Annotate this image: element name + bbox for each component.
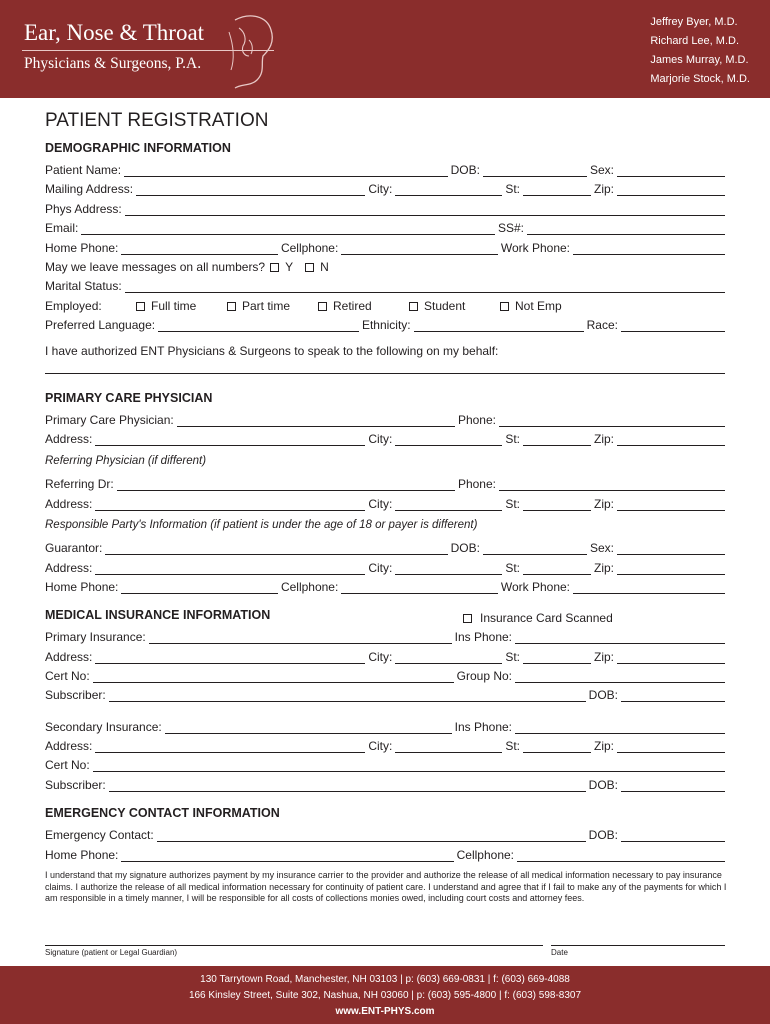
insurance-heading: MEDICAL INSURANCE INFORMATION	[45, 608, 271, 622]
email-label: Email:	[45, 221, 79, 235]
work-phone-label: Work Phone:	[500, 241, 571, 255]
cellphone-label: Cellphone:	[280, 580, 339, 594]
dob-label: DOB:	[450, 541, 480, 555]
marital-status-label: Marital Status:	[45, 279, 122, 293]
dob-label: DOB:	[588, 688, 618, 702]
state-field[interactable]	[523, 183, 591, 196]
primary-address-field[interactable]	[95, 651, 365, 664]
emergency-phone-row	[45, 843, 725, 862]
student-checkbox[interactable]	[409, 302, 418, 311]
zip-label: Zip:	[593, 182, 614, 196]
pcp-phone-label: Phone:	[457, 413, 496, 427]
student-label: Student	[424, 299, 466, 313]
cert-no-label: Cert No:	[45, 669, 90, 683]
pcp-phone-field[interactable]	[499, 414, 725, 427]
home-phone-label: Home Phone:	[45, 580, 119, 594]
retired-checkbox[interactable]	[318, 302, 327, 311]
messages-yes-checkbox[interactable]	[270, 263, 279, 272]
referring-address-row	[45, 492, 725, 511]
zip-label: Zip:	[593, 561, 614, 575]
face-profile-icon	[205, 10, 280, 90]
zip-field[interactable]	[617, 651, 725, 664]
city-label: City:	[368, 561, 393, 575]
phone-row	[45, 236, 725, 255]
yes-label: Y	[285, 260, 294, 274]
patient-name-row	[45, 158, 725, 177]
pcp-label: Primary Care Physician:	[45, 413, 174, 427]
dob-field[interactable]	[621, 779, 725, 792]
state-field[interactable]	[523, 498, 591, 511]
referring-phone-field[interactable]	[499, 478, 725, 491]
race-label: Race:	[586, 318, 618, 332]
primary-insurance-row	[45, 625, 725, 644]
ins-phone-field[interactable]	[515, 721, 725, 734]
state-field[interactable]	[523, 433, 591, 446]
home-phone-field[interactable]	[121, 242, 278, 255]
card-scanned-row	[463, 606, 663, 625]
cellphone-field[interactable]	[517, 849, 725, 862]
marital-status-field[interactable]	[125, 280, 725, 293]
ins-phone-label: Ins Phone:	[454, 720, 512, 734]
dob-label: DOB:	[588, 778, 618, 792]
pcp-address-row	[45, 427, 725, 446]
authorization-text: I have authorized ENT Physicians & Surgeons to speak to the following on my behalf:	[45, 344, 499, 358]
patient-name-field[interactable]	[124, 164, 448, 177]
work-phone-label: Work Phone:	[500, 580, 571, 594]
state-label: St:	[505, 182, 520, 196]
city-field[interactable]	[395, 183, 502, 196]
pcp-field[interactable]	[177, 414, 455, 427]
authorization-row	[45, 339, 725, 358]
footer-address-nashua: 166 Kinsley Street, Suite 302, Nashua, NH 03060 | p: (603) 595-4800 | f: (603) 598-8307	[188, 990, 582, 1001]
authorization-field[interactable]	[45, 373, 725, 374]
signature-caption: Signature (patient or Legal Guardian)	[45, 948, 178, 957]
primary-cert-row	[45, 664, 725, 683]
phys-address-field[interactable]	[125, 203, 725, 216]
emergency-contact-label: Emergency Contact:	[45, 828, 154, 842]
guarantor-label: Guarantor:	[45, 541, 103, 555]
referring-address-field[interactable]	[95, 498, 365, 511]
pcp-heading: PRIMARY CARE PHYSICIAN	[45, 391, 213, 405]
ethnicity-field[interactable]	[414, 319, 584, 332]
home-phone-label: Home Phone:	[45, 848, 119, 862]
dob-field[interactable]	[483, 164, 587, 177]
referring-note: Referring Physician (if different)	[45, 455, 207, 467]
not-employed-label: Not Emp	[515, 299, 562, 313]
state-label: St:	[505, 497, 520, 511]
city-field[interactable]	[395, 433, 502, 446]
cellphone-label: Cellphone:	[280, 241, 339, 255]
card-scanned-checkbox[interactable]	[463, 614, 472, 623]
marital-status-row	[45, 274, 725, 293]
city-label: City:	[368, 432, 393, 446]
legal-statement: I understand that my signature authorizes payment by my insurance carrier to the provider and authorize the release of all medical information necessary to pay insurance claims. I authorize the release of all medical information necessary for continuity of patient care. I understand and agree that if I fail to make any of the payments for which I am responsible in a timely manner, I will be responsible for all costs of collections monies owed, including court costs and attorney fees.	[45, 870, 727, 903]
date-field[interactable]	[551, 945, 725, 946]
doctor-name: James Murray, M.D.	[650, 54, 749, 66]
city-field[interactable]	[395, 498, 502, 511]
primary-address-label: Address:	[45, 650, 93, 664]
messages-no-checkbox[interactable]	[305, 263, 314, 272]
employed-label: Employed:	[45, 299, 102, 313]
ssn-field[interactable]	[527, 222, 725, 235]
zip-field[interactable]	[617, 740, 725, 753]
page-title: PATIENT REGISTRATION	[45, 110, 269, 131]
date-caption: Date	[551, 948, 568, 957]
work-phone-field[interactable]	[573, 581, 725, 594]
no-label: N	[320, 260, 329, 274]
part-time-label: Part time	[242, 299, 291, 313]
referring-phone-label: Phone:	[457, 477, 496, 491]
state-label: St:	[505, 561, 520, 575]
referring-address-label: Address:	[45, 497, 93, 511]
secondary-address-field[interactable]	[95, 740, 365, 753]
secondary-insurance-label: Secondary Insurance:	[45, 720, 162, 734]
dob-field[interactable]	[483, 542, 587, 555]
footer-website-link[interactable]: www.ENT-PHYS.com	[335, 1006, 435, 1017]
secondary-cert-row	[45, 753, 725, 772]
primary-subscriber-row	[45, 683, 725, 702]
practice-name: Ear, Nose & Throat	[24, 20, 205, 45]
dob-field[interactable]	[621, 829, 725, 842]
referring-dr-field[interactable]	[117, 478, 455, 491]
city-label: City:	[368, 182, 393, 196]
secondary-insurance-row	[45, 715, 725, 734]
footer-banner	[0, 966, 770, 1024]
race-field[interactable]	[621, 319, 725, 332]
pcp-address-label: Address:	[45, 432, 93, 446]
zip-field[interactable]	[617, 433, 725, 446]
state-field[interactable]	[523, 740, 591, 753]
zip-label: Zip:	[593, 497, 614, 511]
full-time-checkbox[interactable]	[136, 302, 145, 311]
not-employed-checkbox[interactable]	[500, 302, 509, 311]
part-time-checkbox[interactable]	[227, 302, 236, 311]
ssn-label: SS#:	[497, 221, 524, 235]
cert-no-label: Cert No:	[45, 758, 90, 772]
full-time-label: Full time	[151, 299, 197, 313]
guarantor-address-row	[45, 556, 725, 575]
cert-no-field[interactable]	[93, 759, 725, 772]
mailing-address-row	[45, 177, 725, 196]
group-no-label: Group No:	[456, 669, 512, 683]
pcp-address-field[interactable]	[95, 433, 365, 446]
ins-phone-label: Ins Phone:	[454, 630, 512, 644]
state-field[interactable]	[523, 651, 591, 664]
pcp-row	[45, 408, 725, 427]
zip-label: Zip:	[593, 432, 614, 446]
guarantor-address-label: Address:	[45, 561, 93, 575]
guarantor-address-field[interactable]	[95, 562, 365, 575]
doctor-name: Richard Lee, M.D.	[650, 35, 740, 47]
email-field[interactable]	[81, 222, 495, 235]
subscriber-label: Subscriber:	[45, 688, 106, 702]
sex-label: Sex:	[589, 163, 614, 177]
zip-label: Zip:	[593, 739, 614, 753]
mailing-address-label: Mailing Address:	[45, 182, 134, 196]
group-no-field[interactable]	[515, 670, 725, 683]
city-label: City:	[368, 739, 393, 753]
doctor-list	[650, 13, 750, 89]
zip-field[interactable]	[617, 562, 725, 575]
language-row	[45, 313, 725, 332]
ethnicity-label: Ethnicity:	[361, 318, 411, 332]
dob-field[interactable]	[621, 689, 725, 702]
zip-field[interactable]	[617, 498, 725, 511]
sex-field[interactable]	[617, 542, 725, 555]
state-label: St:	[505, 650, 520, 664]
guarantor-field[interactable]	[105, 542, 447, 555]
preferred-language-field[interactable]	[158, 319, 359, 332]
state-field[interactable]	[523, 562, 591, 575]
dob-label: DOB:	[588, 828, 618, 842]
primary-insurance-field[interactable]	[149, 631, 452, 644]
subscriber-field[interactable]	[109, 689, 586, 702]
employment-row	[45, 294, 725, 313]
retired-label: Retired	[333, 299, 372, 313]
subscriber-field[interactable]	[109, 779, 586, 792]
cellphone-field[interactable]	[341, 581, 498, 594]
guarantor-phone-row	[45, 575, 725, 594]
primary-insurance-label: Primary Insurance:	[45, 630, 146, 644]
city-field[interactable]	[395, 562, 502, 575]
secondary-address-label: Address:	[45, 739, 93, 753]
work-phone-field[interactable]	[573, 242, 725, 255]
card-scanned-label: Insurance Card Scanned	[480, 611, 613, 625]
cellphone-label: Cellphone:	[456, 848, 514, 862]
cert-no-field[interactable]	[93, 670, 454, 683]
ins-phone-field[interactable]	[515, 631, 725, 644]
primary-address-row	[45, 645, 725, 664]
messages-question: May we leave messages on all numbers?	[45, 260, 266, 274]
messages-row	[45, 255, 725, 274]
secondary-insurance-field[interactable]	[165, 721, 452, 734]
patient-name-label: Patient Name:	[45, 163, 122, 177]
zip-label: Zip:	[593, 650, 614, 664]
dob-label: DOB:	[450, 163, 480, 177]
emergency-heading: EMERGENCY CONTACT INFORMATION	[45, 806, 280, 820]
sex-field[interactable]	[617, 164, 725, 177]
demographic-heading: DEMOGRAPHIC INFORMATION	[45, 141, 231, 155]
footer-address-manchester: 130 Tarrytown Road, Manchester, NH 03103 | p: (603) 669-0831 | f: (603) 669-4088	[200, 974, 570, 985]
preferred-language-label: Preferred Language:	[45, 318, 156, 332]
secondary-subscriber-row	[45, 773, 725, 792]
guarantor-row	[45, 536, 725, 555]
doctor-name: Jeffrey Byer, M.D.	[650, 16, 738, 28]
city-label: City:	[368, 497, 393, 511]
practice-subtitle: Physicians & Surgeons, P.A.	[24, 55, 202, 72]
subscriber-label: Subscriber:	[45, 778, 106, 792]
cellphone-field[interactable]	[341, 242, 498, 255]
responsible-party-note: Responsible Party's Information (if patient is under the age of 18 or payer is different)	[45, 519, 478, 531]
home-phone-field[interactable]	[121, 849, 453, 862]
signature-field[interactable]	[45, 945, 543, 946]
referring-dr-row	[45, 472, 725, 491]
mailing-address-field[interactable]	[136, 183, 365, 196]
zip-field[interactable]	[617, 183, 725, 196]
doctor-name: Marjorie Stock, M.D.	[650, 73, 750, 85]
state-label: St:	[505, 432, 520, 446]
home-phone-label: Home Phone:	[45, 241, 119, 255]
city-field[interactable]	[395, 651, 502, 664]
emergency-contact-row	[45, 823, 725, 842]
city-label: City:	[368, 650, 393, 664]
referring-dr-label: Referring Dr:	[45, 477, 114, 491]
state-label: St:	[505, 739, 520, 753]
phys-address-row	[45, 197, 725, 216]
emergency-contact-field[interactable]	[157, 829, 586, 842]
secondary-address-row	[45, 734, 725, 753]
header-banner	[0, 0, 770, 98]
phys-address-label: Phys Address:	[45, 202, 122, 216]
email-row	[45, 216, 725, 235]
home-phone-field[interactable]	[121, 581, 278, 594]
city-field[interactable]	[395, 740, 502, 753]
sex-label: Sex:	[589, 541, 614, 555]
